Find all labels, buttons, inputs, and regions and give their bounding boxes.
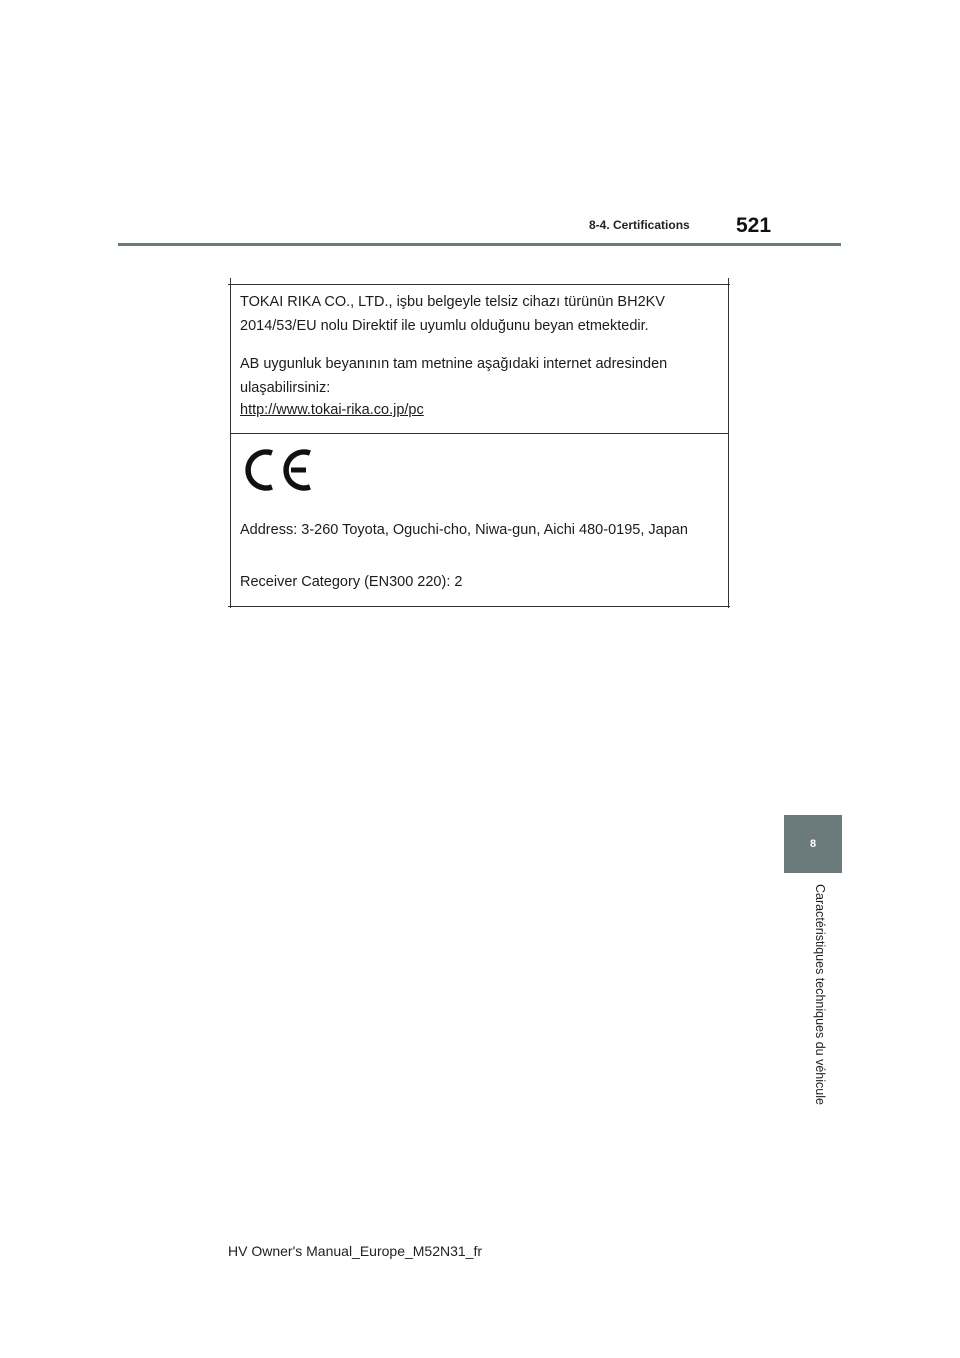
- page-number: 521: [736, 214, 772, 237]
- frame-left-line: [230, 278, 231, 608]
- header-rule: [118, 243, 841, 246]
- declaration-link[interactable]: http://www.tokai-rika.co.jp/pc: [240, 402, 424, 418]
- frame-right-line: [728, 278, 729, 608]
- receiver-category: Receiver Category (EN300 220): 2: [240, 574, 463, 590]
- declaration-line-3: AB uygunluk beyanının tam metnine aşağıdaki internet adresinden: [240, 356, 668, 372]
- declaration-line-1: TOKAI RIKA CO., LTD., işbu belgeyle telsiz cihazı türünün BH2KV: [240, 294, 665, 310]
- manufacturer-address: Address: 3-260 Toyota, Oguchi-cho, Niwa-gun, Aichi 480-0195, Japan: [240, 522, 688, 538]
- chapter-tab[interactable]: 8: [784, 815, 842, 873]
- chapter-label: Caractéristiques techniques du véhicule: [813, 884, 827, 1105]
- ce-mark-icon: [244, 446, 312, 494]
- certification-label: [230, 284, 730, 608]
- declaration-line-4: ulaşabilirsiniz:: [240, 380, 331, 396]
- footer-manual-id: HV Owner's Manual_Europe_M52N31_fr: [228, 1243, 483, 1259]
- frame-bottom-line: [228, 606, 730, 607]
- frame-divider-line: [230, 433, 729, 434]
- declaration-line-2: 2014/53/EU nolu Direktif ile uyumlu olduğunu beyan etmektedir.: [240, 318, 649, 334]
- frame-top-line: [228, 284, 730, 285]
- header-section-title: 8-4. Certifications: [589, 218, 690, 232]
